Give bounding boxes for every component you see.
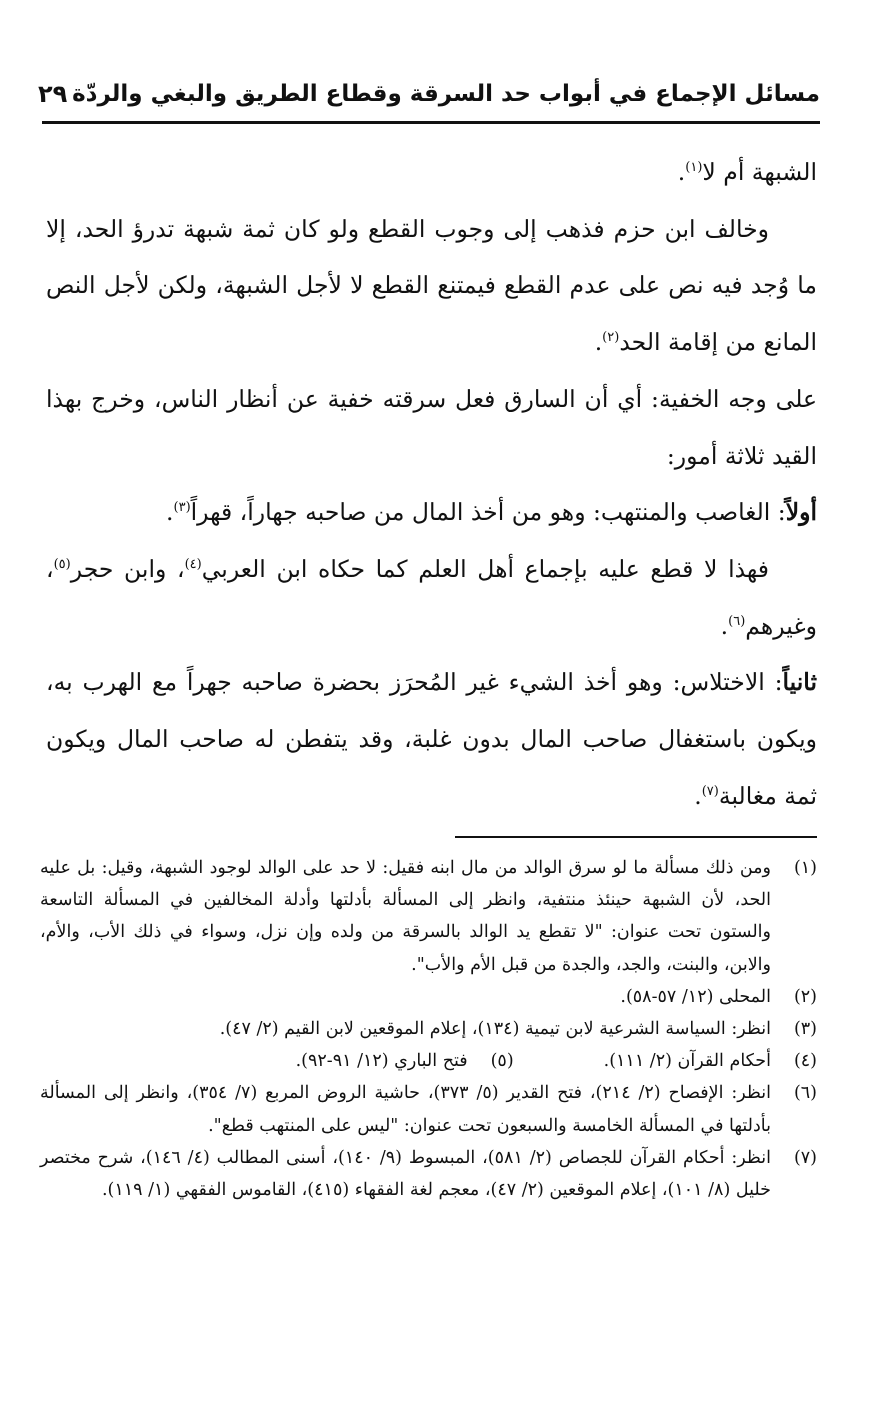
item-lead: أولاً xyxy=(785,498,817,527)
paragraph-text: ، وابن حجر xyxy=(70,554,185,583)
footnote-text: انظر: الإفصاح (٢/ ٢١٤)، فتح القدير (٥/ ٣٧٣)، حاشية الروض المربع (٧/ ٣٥٤)، وانظر إلى المسألة بأدلتها في المسألة الخامسة والسبعون تحت عنوان: "ليس على المنتهب قطع". xyxy=(40,1083,772,1136)
header-title: مسائل الإجماع في أبواب حد السرقة وقطاع الطريق والبغي والردّة xyxy=(72,81,820,107)
footnote-text: ومن ذلك مسألة ما لو سرق الوالد من مال ابنه فقيل: لا حد على الوالد لوجود الشبهة، وقيل: بل عليه الحد، لأن الشبهة حينئذ منتفية، وانظر إلى المسألة بأدلتها وأدلة المخالفين في المسألة التاسعة والستون تحت عنوان: "لا تقطع يد الوالد بالسرقة من ولده وإن نزل، وسواء في ذلك الأب، والأم، والابن، والبنت، والجد، والجدة من قبل الأم والأب". xyxy=(40,858,771,975)
footnote-row-4-5 xyxy=(40,1045,817,1077)
item-lead: ثانياً xyxy=(782,668,817,697)
paragraph-4 xyxy=(46,484,817,541)
paragraph-6 xyxy=(46,654,817,824)
paragraph-text: على وجه الخفية: أي أن السارق فعل سرقته خفية عن أنظار الناس، وخرج بهذا القيد ثلاثة أمور: xyxy=(46,384,817,470)
footnote-number: (٥) xyxy=(490,1051,514,1072)
footnote-ref[interactable]: (٢) xyxy=(602,330,620,346)
footnote-2 xyxy=(40,981,817,1013)
main-text xyxy=(46,144,817,824)
footnote-6 xyxy=(40,1077,817,1141)
footnote-text: المحلى (١٢/ ٥٧-٥٨). xyxy=(620,986,771,1007)
paragraph-text: فهذا لا قطع عليه بإجماع أهل العلم كما حكاه ابن العربي xyxy=(201,554,769,583)
footnote-ref[interactable]: (٧) xyxy=(701,783,719,799)
footnote-number: (٦) xyxy=(793,1083,817,1104)
paragraph-text: ، وغيرهم xyxy=(46,554,817,640)
footnote-ref[interactable]: (٥) xyxy=(53,557,71,573)
paragraph-2 xyxy=(46,201,817,371)
paragraph-text: الشبهة أم لا xyxy=(702,158,817,186)
footnote-number: (٣) xyxy=(793,1019,817,1040)
footnote-4 xyxy=(604,1045,817,1077)
page-number: ٢٩ xyxy=(38,80,68,108)
footnote-text: أحكام القرآن (٢/ ١١١). xyxy=(603,1051,771,1072)
footnote-number: (٢) xyxy=(793,986,817,1007)
footnote-1 xyxy=(40,852,817,981)
paragraph-text: وخالف ابن حزم فذهب إلى وجوب القطع ولو كان ثمة شبهة تدرؤ الحد، إلا ما وُجد فيه نص على عدم القطع فيمتنع القطع لا لأجل الشبهة، ولكن لأجل النص المانع من إقامة الحد xyxy=(46,214,817,357)
paragraph-text: : الغاصب والمنتهب: وهو من أخذ المال من صاحبه جهاراً، قهراً xyxy=(190,498,786,527)
paragraph-text: : الاختلاس: وهو أخذ الشيء غير المُحرَز بحضرة صاحبه جهراً مع الهرب به، ويكون باستغفال صاحب المال بدون غلبة، وقد يتفطن له صاحب المال ويكون ثمة مغالبة xyxy=(46,668,817,810)
footnote-text: فتح الباري (١٢/ ٩١-٩٢). xyxy=(295,1051,468,1072)
paragraph-1 xyxy=(46,144,817,201)
footnote-text: انظر: السياسة الشرعية لابن تيمية (١٣٤)، إعلام الموقعين لابن القيم (٢/ ٤٧). xyxy=(219,1019,771,1040)
paragraph-3 xyxy=(46,371,817,484)
punctuation: . xyxy=(720,611,729,640)
footnote-number: (١) xyxy=(793,858,817,878)
footnote-7 xyxy=(40,1142,817,1206)
footnote-separator xyxy=(455,836,817,838)
header-rule xyxy=(42,121,820,124)
footnote-number: (٤) xyxy=(793,1051,817,1072)
footnote-3 xyxy=(40,1013,817,1045)
footnote-5 xyxy=(296,1045,514,1077)
footnote-number: (٧) xyxy=(793,1147,817,1168)
punctuation: . xyxy=(594,328,603,357)
footnotes xyxy=(40,852,817,1206)
footnote-ref[interactable]: (٤) xyxy=(184,557,202,573)
footnote-ref[interactable]: (٦) xyxy=(728,613,746,629)
punctuation: . xyxy=(677,158,686,186)
footnote-text: انظر: أحكام القرآن للجصاص (٢/ ٥٨١)، المبسوط (٩/ ١٤٠)، أسنى المطالب (٤/ ١٤٦)، شرح مختصر خليل (٨/ ١٠١)، إعلام الموقعين (٢/ ٤٧)، معجم لغة الفقهاء (٤١٥)، القاموس الفقهي (١/ ١١٩). xyxy=(40,1147,771,1201)
paragraph-5 xyxy=(46,541,817,654)
punctuation: . xyxy=(166,498,174,527)
footnote-ref[interactable]: (١) xyxy=(685,160,703,176)
running-header xyxy=(38,70,820,118)
punctuation: . xyxy=(694,781,702,810)
footnote-ref[interactable]: (٣) xyxy=(173,500,191,516)
